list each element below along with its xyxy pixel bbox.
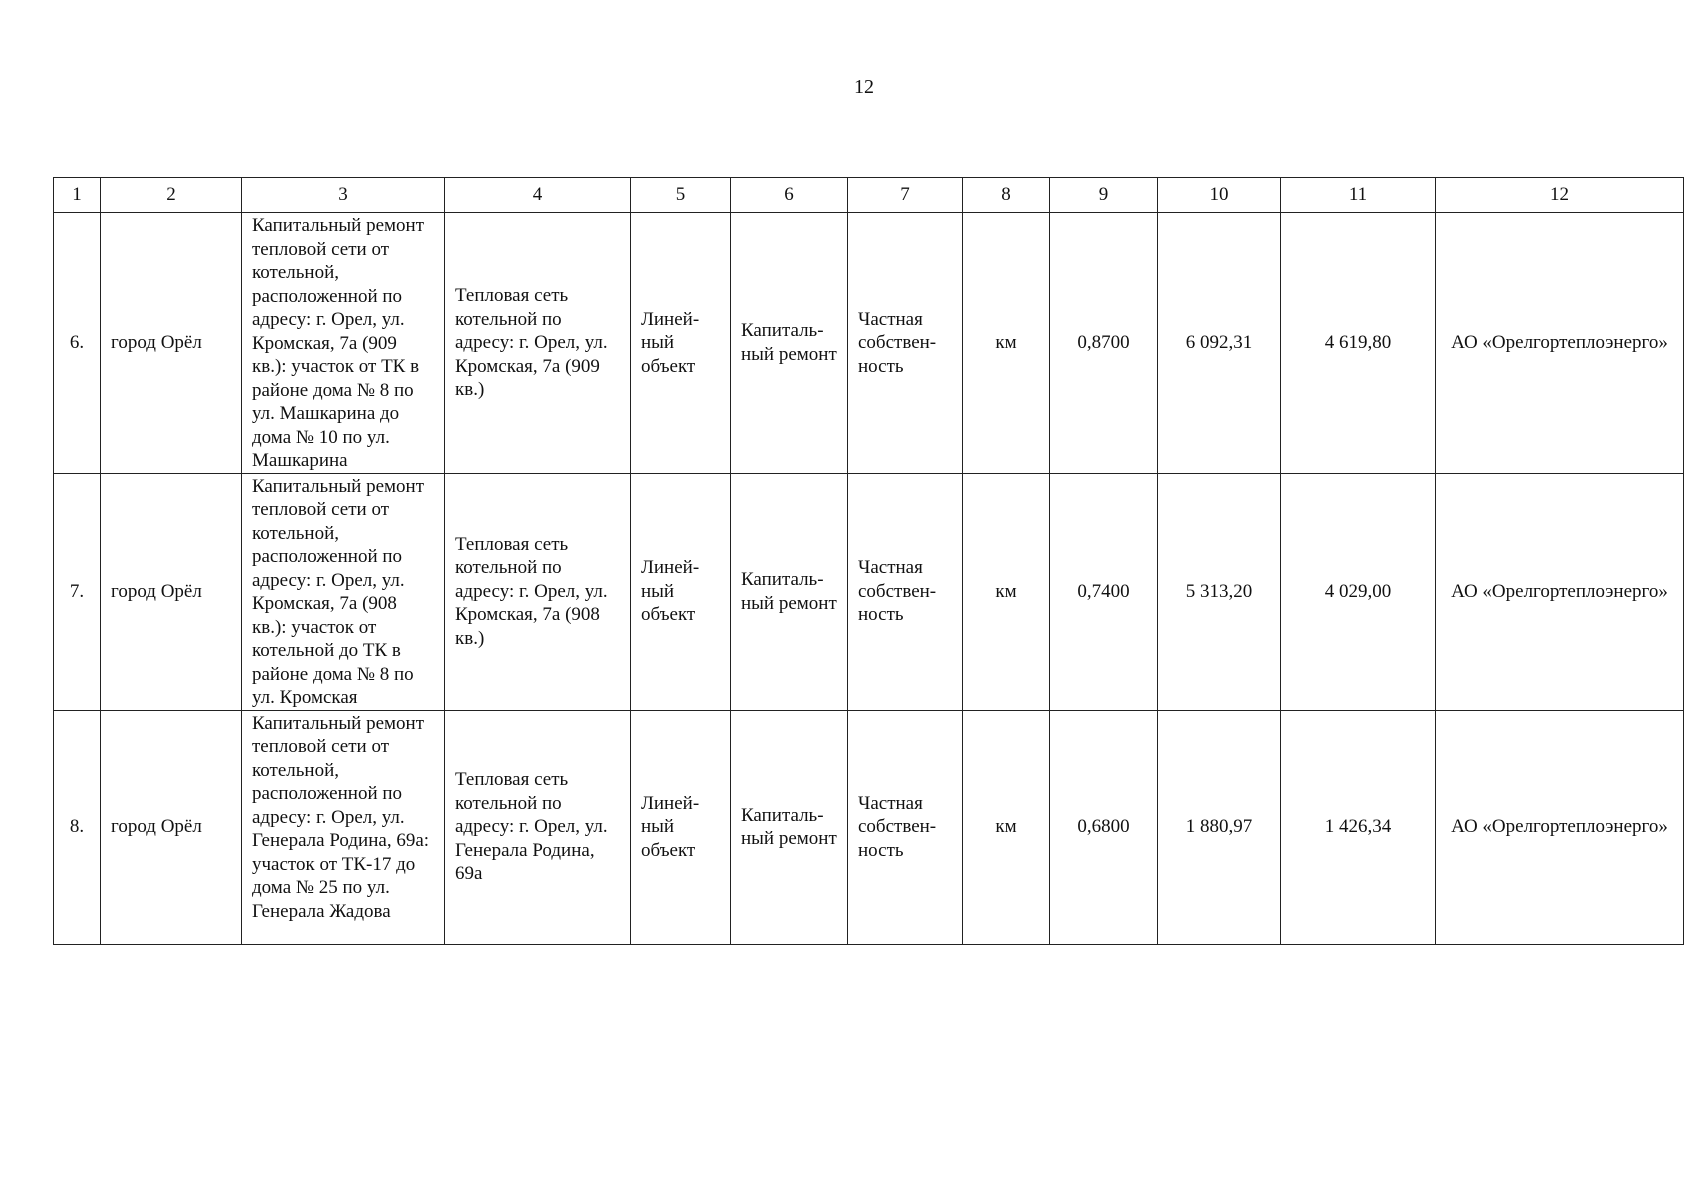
cost-total-cell: 1 880,97 [1158,710,1281,944]
city-cell: город Орёл [101,710,242,944]
organization-cell: АО «Орелгортеплоэнерго» [1436,710,1684,944]
object-type-cell: Линей-ный объект [631,710,731,944]
city-cell: город Орёл [101,473,242,710]
cost-share-cell: 1 426,34 [1281,710,1436,944]
cost-share-cell: 4 029,00 [1281,473,1436,710]
description-cell: Капитальный ремонт тепловой сети от котельной, расположенной по адресу: г. Орел, ул. Кромская, 7а (909 кв.): участок от ТК в районе дома № 8 по ул. Машкарина до дома № 10 по ул. Машкарина [242,213,445,474]
ownership-cell: Частная собствен-ность [848,473,963,710]
work-type-cell: Капиталь-ный ремонт [731,710,848,944]
column-number-row [54,178,1684,213]
quantity-cell: 0,8700 [1050,213,1158,474]
column-header: 2 [101,178,242,213]
object-cell: Тепловая сеть котельной по адресу: г. Орел, ул. Кромская, 7а (909 кв.) [445,213,631,474]
column-header: 1 [54,178,101,213]
table-row [54,473,1684,710]
column-header: 8 [963,178,1050,213]
object-cell: Тепловая сеть котельной по адресу: г. Орел, ул. Кромская, 7а (908 кв.) [445,473,631,710]
page-number: 12 [854,76,874,98]
works-table [53,177,1684,945]
organization-cell: АО «Орелгортеплоэнерго» [1436,473,1684,710]
ownership-cell: Частная собствен-ность [848,213,963,474]
column-header: 6 [731,178,848,213]
quantity-cell: 0,6800 [1050,710,1158,944]
city-cell: город Орёл [101,213,242,474]
column-header: 12 [1436,178,1684,213]
unit-cell: км [963,710,1050,944]
row-number: 7. [54,473,101,710]
column-header: 9 [1050,178,1158,213]
cost-total-cell: 5 313,20 [1158,473,1281,710]
description-cell: Капитальный ремонт тепловой сети от котельной, расположенной по адресу: г. Орел, ул. Кромская, 7а (908 кв.): участок от котельной до ТК в районе дома № 8 по ул. Кромская [242,473,445,710]
organization-cell: АО «Орелгортеплоэнерго» [1436,213,1684,474]
cost-share-cell: 4 619,80 [1281,213,1436,474]
cost-total-cell: 6 092,31 [1158,213,1281,474]
column-header: 5 [631,178,731,213]
description-cell: Капитальный ремонт тепловой сети от котельной, расположенной по адресу: г. Орел, ул. Генерала Родина, 69а: участок от ТК-17 до дома № 25 по ул. Генерала Жадова [242,710,445,944]
column-header: 10 [1158,178,1281,213]
object-cell: Тепловая сеть котельной по адресу: г. Орел, ул. Генерала Родина, 69а [445,710,631,944]
object-type-cell: Линей-ный объект [631,473,731,710]
column-header: 4 [445,178,631,213]
column-header: 3 [242,178,445,213]
work-type-cell: Капиталь-ный ремонт [731,213,848,474]
unit-cell: км [963,213,1050,474]
unit-cell: км [963,473,1050,710]
work-type-cell: Капиталь-ный ремонт [731,473,848,710]
row-number: 6. [54,213,101,474]
object-type-cell: Линей-ный объект [631,213,731,474]
row-number: 8. [54,710,101,944]
column-header: 11 [1281,178,1436,213]
column-header: 7 [848,178,963,213]
quantity-cell: 0,7400 [1050,473,1158,710]
table-row [54,213,1684,474]
ownership-cell: Частная собствен-ность [848,710,963,944]
table-row [54,710,1684,944]
